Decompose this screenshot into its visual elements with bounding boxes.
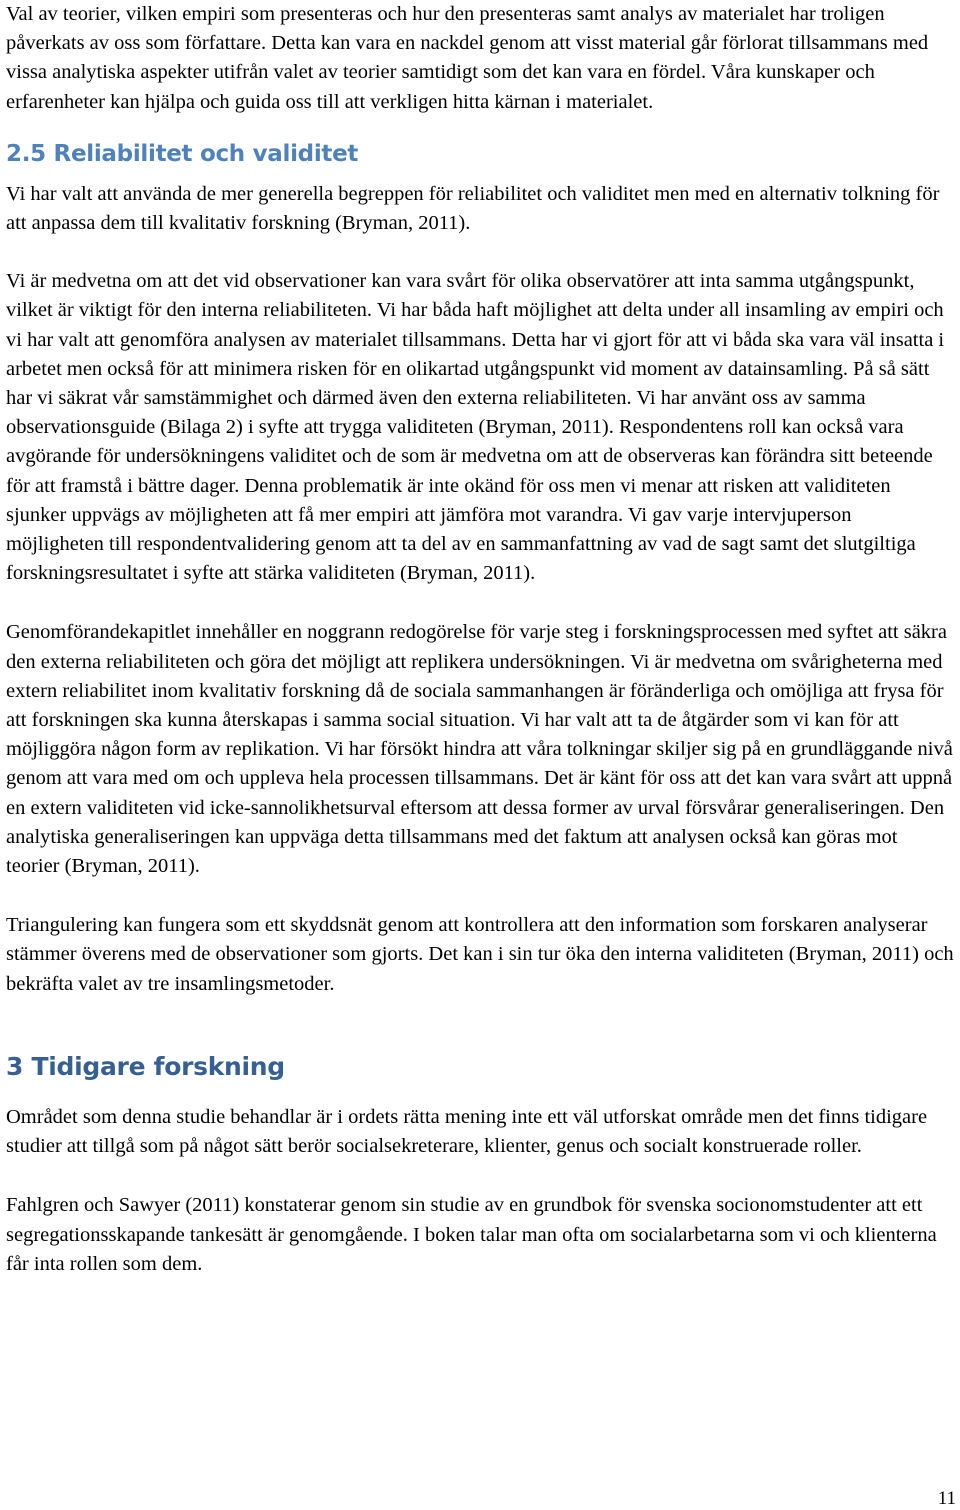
paragraph-triangulering: Triangulering kan fungera som ett skyddsnät genom att kontrollera att den information som forskaren analyserar stämmer överens med de observationer som gjorts. Det kan i sin tur öka den interna validiteten (Bryman, 2011) och bekräfta valet av tre insamlingsmetoder. xyxy=(6,914,954,995)
page-number: 11 xyxy=(937,1488,956,1509)
section-heading-tidigare-forskning: 3 Tidigare forskning xyxy=(6,1051,285,1081)
paragraph-tidigare-forskning-intro: Området som denna studie behandlar är i ordets rätta mening inte ett väl utforskat område men det finns tidigare studier att tillgå som på något sätt berör socialsekreterare, klienter, genus och socialt konstruerade roller. xyxy=(6,1105,928,1158)
paragraph-reliabilitet-intro: Vi har valt att använda de mer generella begreppen för reliabilitet och validitet men med en alternativ tolkning för att anpassa dem till kvalitativ forskning (Bryman, 2011). xyxy=(6,182,940,235)
document-page xyxy=(6,0,954,1279)
paragraph-intern-reliabilitet: Vi är medvetna om att det vid observationer kan vara svårt för olika observatörer att inta samma utgångspunkt, vilket är viktigt för den interna reliabiliteten. Vi har båda haft möjlighet att delta under all insamling av empiri och vi har valt att genomföra analysen av materialet tillsammans. Detta har vi gjort för att vi båda ska vara väl insatta i arbetet men också för att minimera risken för en olikartad utgångspunkt vid moment av datainsamling. På så sätt har vi säkrat vår samstämmighet och därmed även den externa reliabiliteten. Vi har använt oss av samma observationsguide (Bilaga 2) i syfte att trygga validiteten (Bryman, 2011). Respondentens roll kan också vara avgörande för undersökningens validitet och de som är medvetna om att de observeras kan förändra sitt beteende för att framstå i bättre dager. Denna problematik är inte okänd för oss men vi menar att risken att validiteten sjunker uppvägs av möjligheten att få mer empiri att jämföra mot varandra. Vi gav varje intervjuperson möjligheten till respondentvalidering genom att ta del av en sammanfattning av vad de sagt samt det slutgiltiga forskningsresultatet i syfte att stärka validiteten (Bryman, 2011). xyxy=(6,270,945,585)
section-heading-reliabilitet: 2.5 Reliabilitet och validitet xyxy=(6,140,359,167)
paragraph-fahlgren-sawyer: Fahlgren och Sawyer (2011) konstaterar genom sin studie av en grundbok för svenska socionomstudenter att ett segregationsskapande tankesätt är genomgående. I boken talar man ofta om socialarbetarna som vi och klienterna får inta rollen som dem. xyxy=(6,1194,937,1275)
paragraph-extern-reliabilitet: Genomförandekapitlet innehåller en noggrann redogörelse för varje steg i forskningsprocessen med syftet att säkra den externa reliabiliteten och göra det möjligt att replikera undersökningen. Vi är medvetna om svårigheterna med extern reliabilitet inom kvalitativ forskning då de sociala sammanhangen är föränderliga och omöjliga att frysa för att forskningen ska kunna återskapas i samma social situation. Vi har valt att ta de åtgärder som vi kan för att möjliggöra någon form av replikation. Vi har försökt hindra att våra tolkningar skiljer sig på en grundläggande nivå genom att vara med om och uppleva hela processen tillsammans. Det är känt för oss att det kan vara svårt att uppnå en extern validiteten vid icke-sannolikhetsurval eftersom att dessa former av urval försvårar generaliseringen. Den analytiska generaliseringen kan uppväga detta tillsammans med det faktum att analysen också kan göras mot teorier (Bryman, 2011). xyxy=(6,621,953,878)
intro-paragraph: Val av teorier, vilken empiri som presenteras och hur den presenteras samt analys av materialet har troligen påverkats av oss som författare. Detta kan vara en nackdel genom att visst material går förlorat tillsammans med vissa analytiska aspekter utifrån valet av teorier samtidigt som det kan vara en fördel. Våra kunskaper och erfarenheter kan hjälpa och guida oss till att verkligen hitta kärnan i materialet. xyxy=(6,3,929,113)
